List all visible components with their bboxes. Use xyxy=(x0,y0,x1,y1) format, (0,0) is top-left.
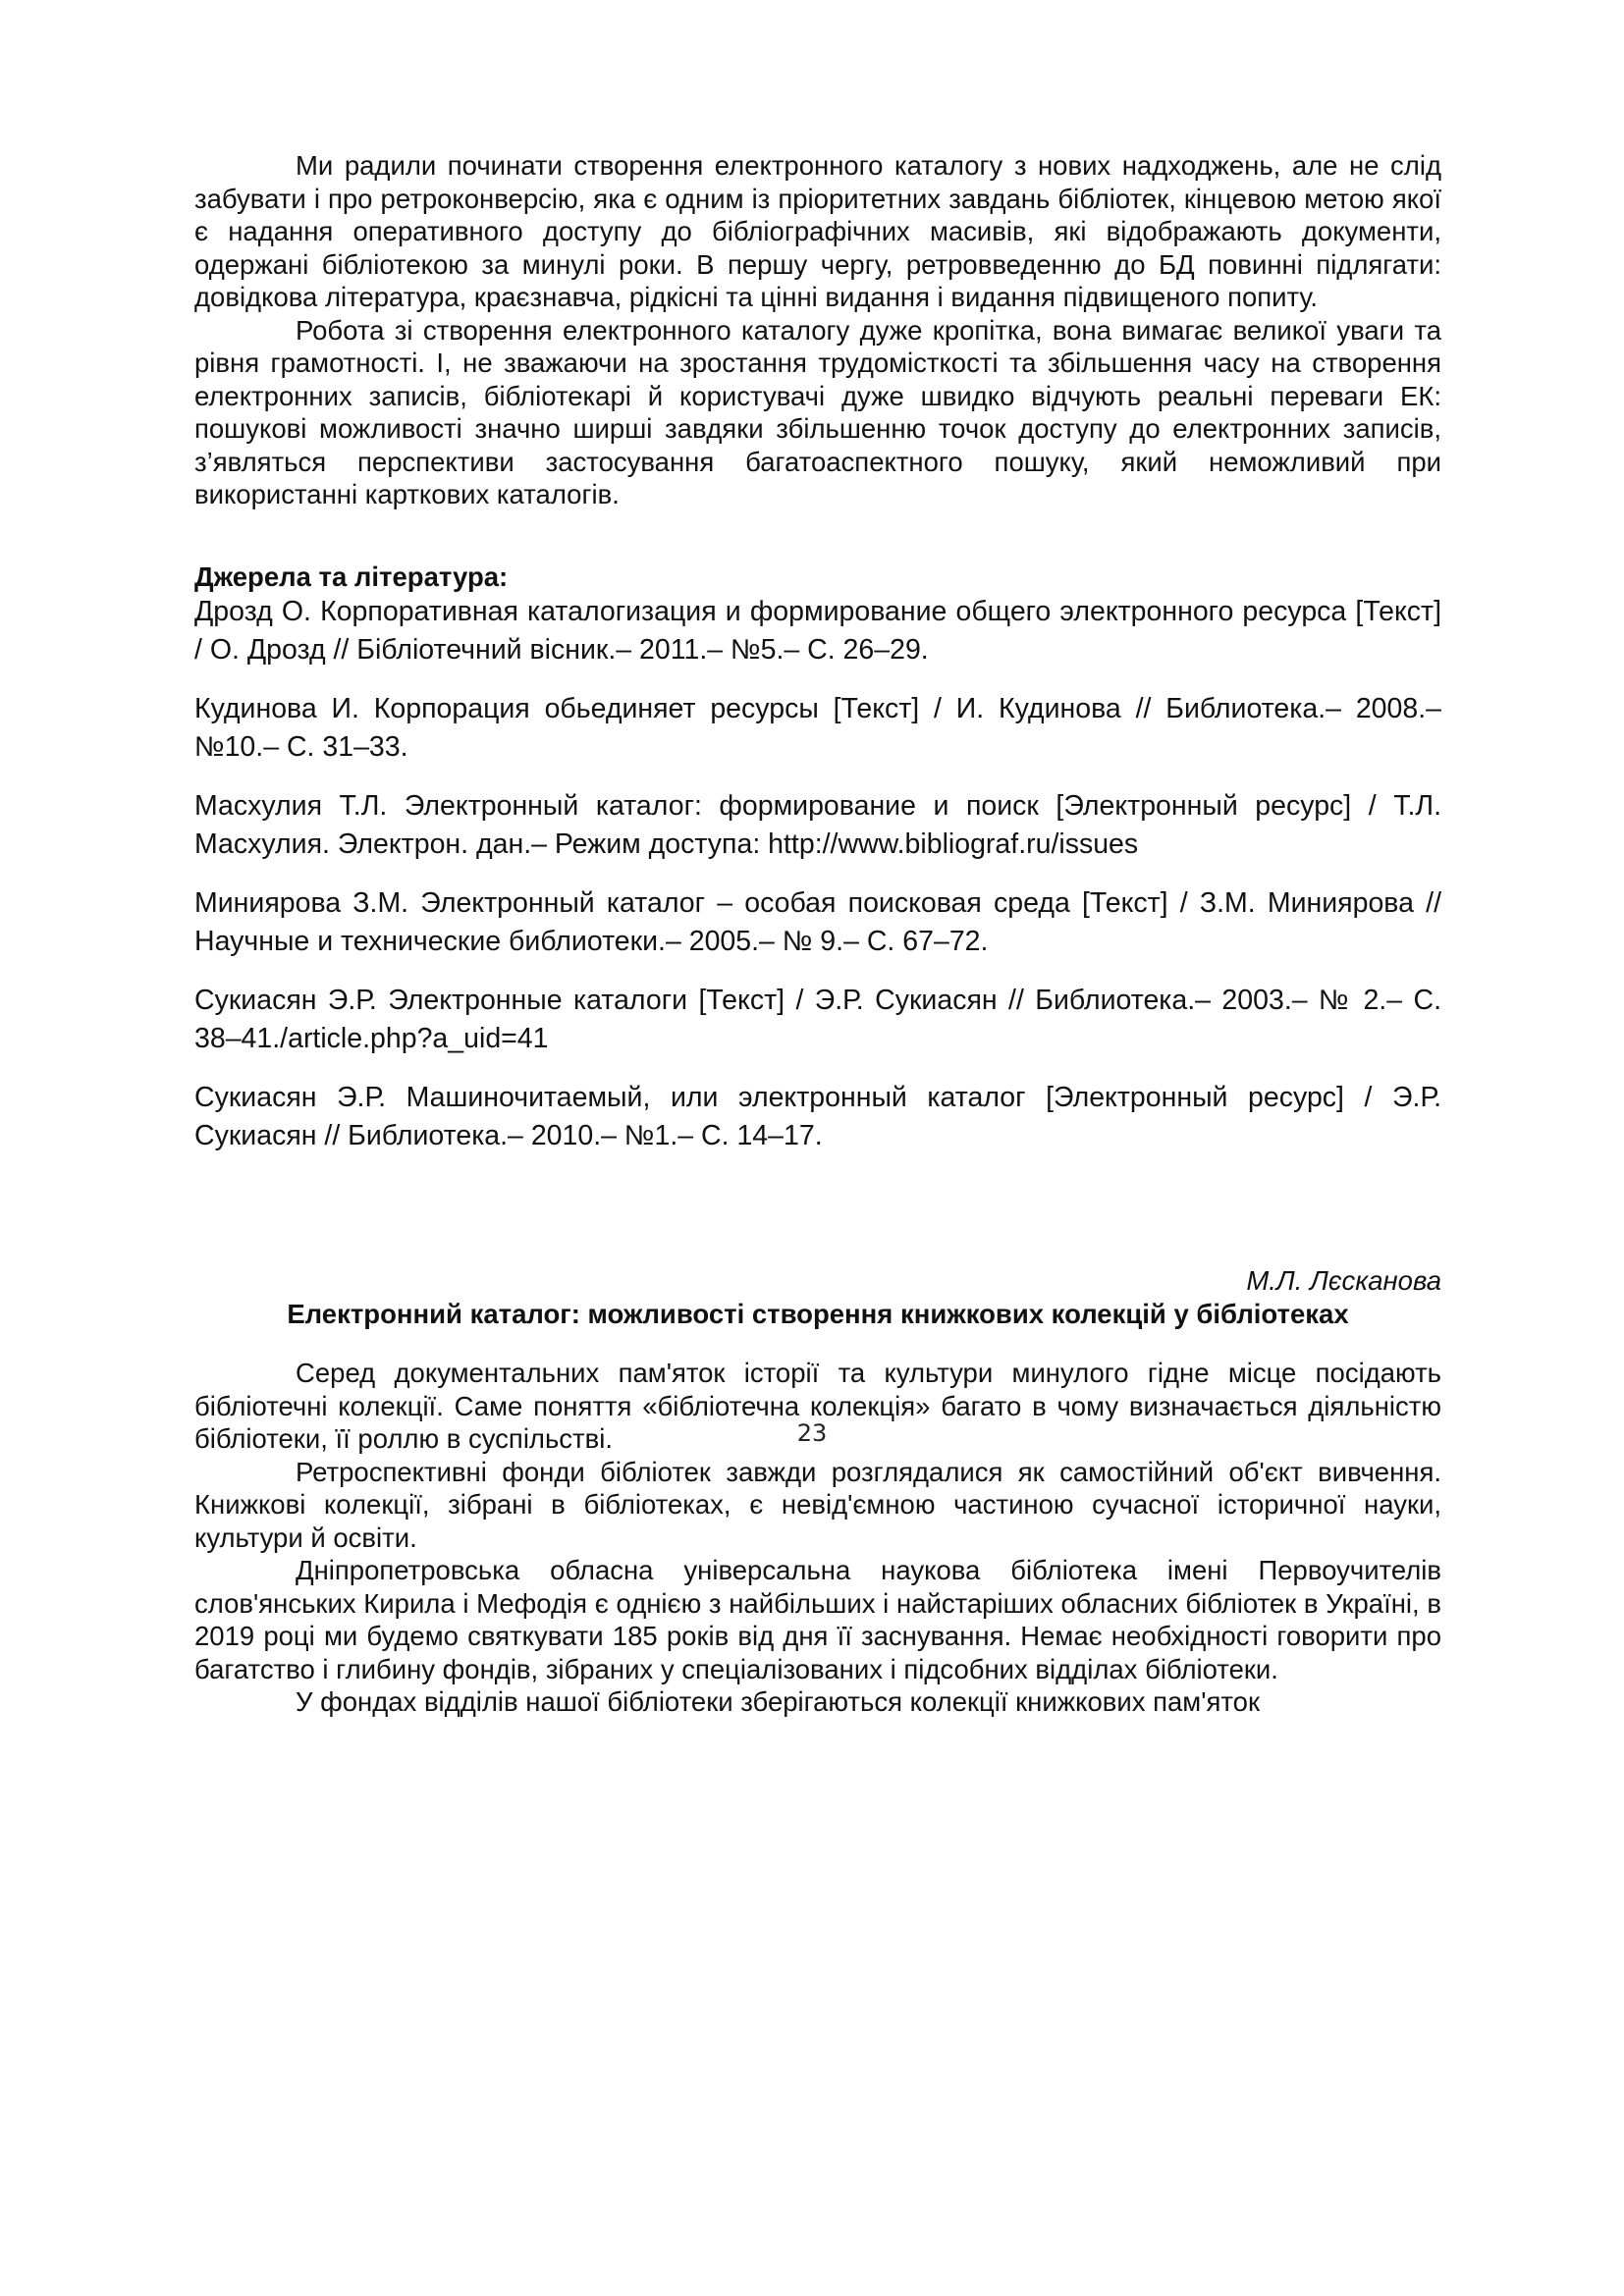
intro-paragraph: Робота зі створення електронного каталогу дуже кропітка, вона вимагає великої уваги та рівня грамотності. І, не зважаючи на зростання трудомісткості та збільшення часу на створення електронних записів, бібліотекарі й користувачі дуже швидко відчують реальні переваги ЕК: пошукові можливості значно ширші завдяки збільшенню точок доступу до електронних записів, з’являться перспективи застосування багатоаспектного пошуку, який неможливий при використанні карткових каталогів. xyxy=(194,314,1441,509)
article-paragraph: Дніпропетровська обласна універсальна наукова бібліотека імені Первоучителів слов'янських Кирила і Мефодія є однією з найбільших і найстаріших обласних бібліотек в Україні, в 2019 році ми будемо святкувати 185 років від дня її заснування. Немає необхідності говорити про багатство і глибину фондів, зібраних у спеціалізованих і підсобних відділах бібліотеки. xyxy=(194,1555,1441,1684)
article-title: Електронний каталог: можливості створення книжкових колекцій у бібліотеках xyxy=(287,1298,1349,1329)
reference-item: Сукиасян Э.Р. Машиночитаемый, или электронный каталог [Электронный ресурс] / Э.Р. Сукиасян // Библиотека.– 2010.– №1.– С. 14–17. xyxy=(194,1082,1441,1151)
sources-heading: Джерела та література: xyxy=(194,561,509,592)
article-author: М.Л. Лєсканова xyxy=(1246,1265,1441,1296)
reference-item: Кудинова И. Корпорация обьединяет ресурсы [Текст] / И. Кудинова // Библиотека.– 2008.– №10.– С. 31–33. xyxy=(194,693,1441,763)
intro-paragraph: Ми радили починати створення електронного каталогу з нових надходжень, але не слід забувати і про ретроконверсію, яка є одним із пріоритетних завдань бібліотек, кінцевою метою якої є надання оперативного доступу до бібліографічних масивів, які відображають документи, одержані бібліотекою за минулі роки. В першу чергу, ретровведенню до БД повинні підлягати: довідкова література, краєзнавча, рідкісні та цінні видання і видання підвищеного попиту. xyxy=(194,150,1441,312)
article-paragraph: У фондах відділів нашої бібліотеки зберігаються колекції книжкових пам'яток xyxy=(296,1686,1260,1717)
page-body xyxy=(194,149,1441,1719)
page-number: 23 xyxy=(796,1419,828,1447)
reference-item: Миниярова З.М. Электронный каталог – особая поисковая среда [Текст] / З.М. Миниярова // Научные и технические библиотеки.– 2005.– № 9.– С. 67–72. xyxy=(194,887,1441,957)
reference-list xyxy=(194,593,1441,1155)
reference-item: Масхулия Т.Л. Электронный каталог: формирование и поиск [Электронный ресурс] / Т.Л. Масхулия. Электрон. дан.– Режим доступа: http://www.bibliograf.ru/issues xyxy=(194,790,1441,860)
article-paragraph: Серед документальних пам'яток історії та культури минулого гідне місце посідають бібліотечні колекції. Саме поняття «бібліотечна колекція» багато в чому визначається діяльністю бібліотеки, її роллю в суспільстві. xyxy=(194,1358,1441,1454)
article-paragraph: Ретроспективні фонди бібліотек завжди розглядалися як самостійний об'єкт вивчення. Книжкові колекції, зібрані в бібліотеках, є невід'ємною частиною сучасної історичної науки, культури й освіти. xyxy=(194,1456,1441,1553)
reference-item: Сукиасян Э.Р. Электронные каталоги [Текст] / Э.Р. Сукиасян // Библиотека.– 2003.– № 2.– С. 38–41./article.php?a_uid=41 xyxy=(194,985,1441,1054)
reference-item: Дрозд О. Корпоративная каталогизация и формирование общего электронного ресурса [Текст] / О. Дрозд // Бібліотечний вісник.– 2011.– №5.– С. 26–29. xyxy=(194,596,1441,666)
